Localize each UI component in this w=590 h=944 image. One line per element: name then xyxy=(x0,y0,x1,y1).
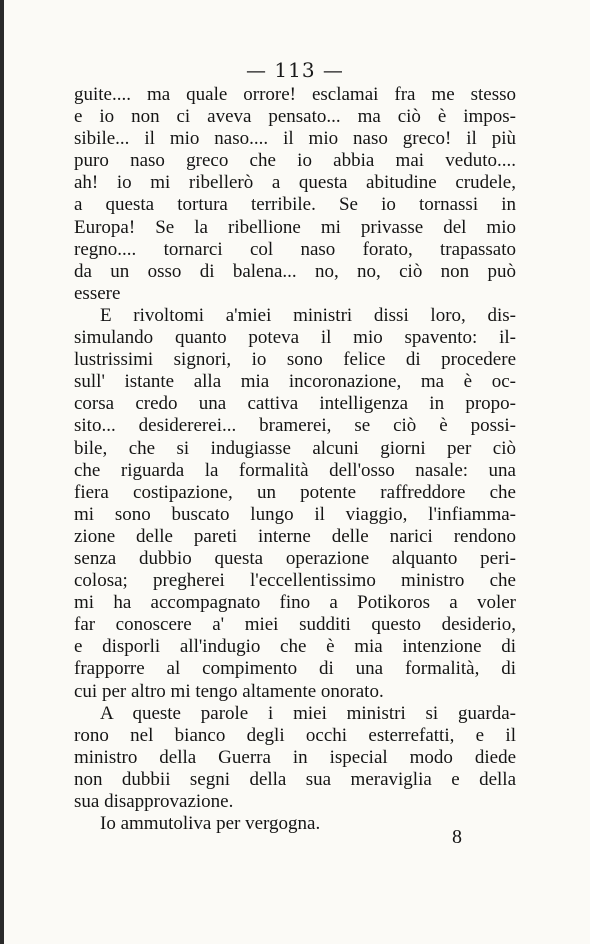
text-line: ah! io mi ribellerò a questa abitudine crudele, xyxy=(74,172,516,194)
text-line: ministro della Guerra in ispecial modo diede xyxy=(74,746,516,768)
text-line: simulando quanto poteva il mio spavento: il- xyxy=(74,327,516,349)
text-line: bile, che si indugiasse alcuni giorni per ciò xyxy=(74,437,516,459)
text-line: senza dubbio questa operazione alquanto peri- xyxy=(74,547,516,569)
text-line: lustrissimi signori, io sono felice di procedere xyxy=(74,349,516,371)
text-line: mi ha accompagnato fino a Potikoros a voler xyxy=(74,592,516,614)
text-line: cui per altro mi tengo altamente onorato. xyxy=(74,680,384,702)
text-line: E rivoltomi a'miei ministri dissi loro, dis- xyxy=(100,304,516,326)
text-line: fiera costipazione, un potente raffreddore che xyxy=(74,481,516,503)
text-line: colosa; pregherei l'eccellentissimo ministro che xyxy=(74,570,516,592)
text-line: A queste parole i miei ministri si guarda- xyxy=(100,702,516,724)
text-line: far conoscere a' miei sudditi questo desiderio, xyxy=(74,614,516,636)
text-line: regno.... tornarci col naso forato, trapassato xyxy=(74,238,516,260)
text-line: guite.... ma quale orrore! esclamai fra me stesso xyxy=(74,84,516,105)
text-line: essere xyxy=(74,282,121,304)
text-line: Io ammutoliva per vergogna. xyxy=(100,813,321,835)
page-binding-edge xyxy=(0,0,4,944)
text-line: puro naso greco che io abbia mai veduto.... xyxy=(74,150,516,172)
text-line: rono nel bianco degli occhi esterrefatti, e il xyxy=(74,724,516,746)
page-number: — 113 — xyxy=(246,58,344,82)
text-line: non dubbii segni della sua meraviglia e della xyxy=(74,768,516,790)
text-line: e io non ci aveva pensato... ma ciò è impos- xyxy=(74,106,516,128)
signature-mark: 8 xyxy=(452,826,462,848)
body-text xyxy=(74,84,516,835)
text-line: sito... desidererei... bramerei, se ciò è possi- xyxy=(74,415,516,437)
text-line: corsa credo una cattiva intelligenza in propo- xyxy=(74,393,516,415)
text-line: Europa! Se la ribellione mi privasse del mio xyxy=(74,216,516,238)
text-line: zione delle pareti interne delle narici rendono xyxy=(74,525,516,547)
text-line: e disporli all'indugio che è mia intenzione di xyxy=(74,636,516,658)
text-line: sua disapprovazione. xyxy=(74,791,234,812)
text-line: mi sono buscato lungo il viaggio, l'infiamma- xyxy=(74,503,516,525)
text-line: da un osso di balena... no, no, ciò non può xyxy=(74,260,516,282)
text-line: frapporre al compimento di una formalità, di xyxy=(74,658,516,680)
text-line: sibile... il mio naso.... il mio naso greco! il più xyxy=(74,128,516,150)
text-line: sull' istante alla mia incoronazione, ma è oc- xyxy=(74,371,516,393)
text-line: che riguarda la formalità dell'osso nasale: una xyxy=(74,459,516,481)
text-line: a questa tortura terribile. Se io tornassi in xyxy=(74,194,516,216)
